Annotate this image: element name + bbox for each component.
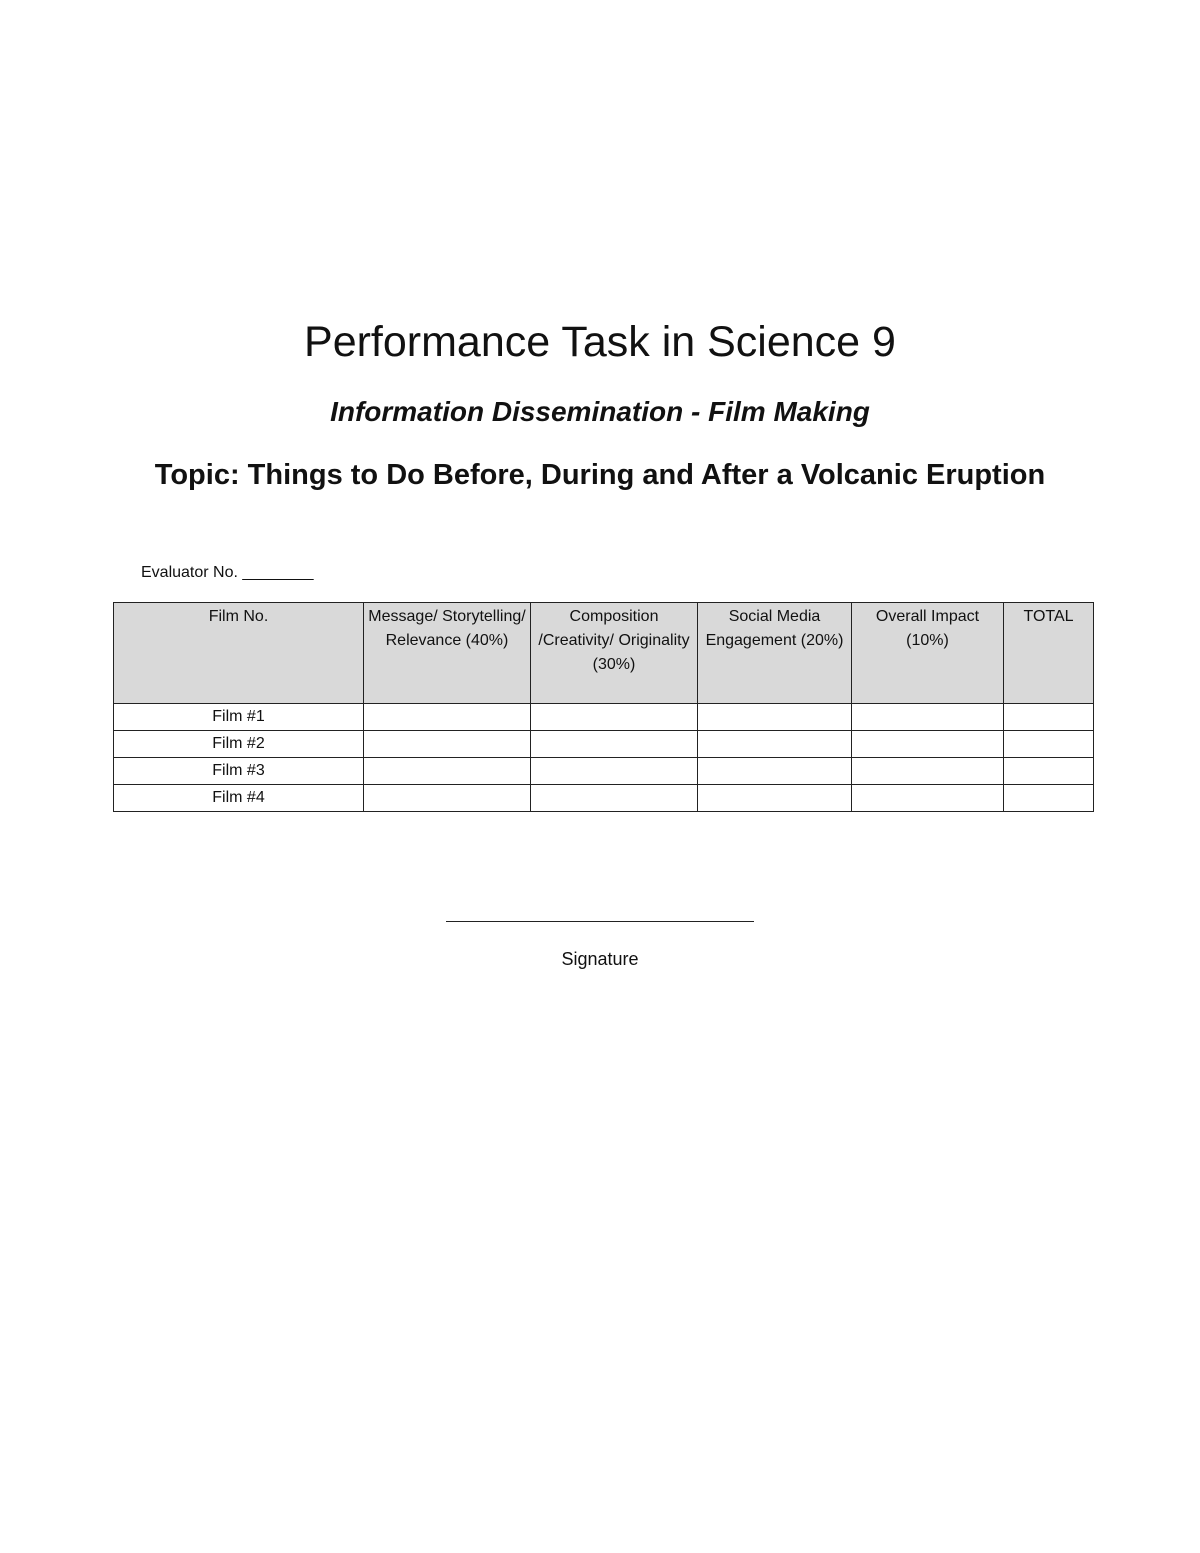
page-subtitle: Information Dissemination - Film Making [330,396,870,427]
table-row [114,704,1094,731]
score-cell [698,758,852,785]
score-cell [531,785,698,812]
score-cell [698,731,852,758]
header-total: TOTAL [1004,603,1094,704]
signature-label: Signature [561,949,639,969]
total-cell [1004,785,1094,812]
score-cell [364,731,531,758]
header-overall-impact: Overall Impact (10%) [852,603,1004,704]
score-cell [852,758,1004,785]
score-cell [364,758,531,785]
score-cell [531,758,698,785]
topic-heading: Topic: Things to Do Before, During and After a Volcanic Eruption [154,459,1046,491]
score-cell [852,704,1004,731]
rubric-table [113,602,1094,812]
total-cell [1004,704,1094,731]
rubric-header-row [114,603,1094,704]
total-cell [1004,731,1094,758]
score-cell [364,785,531,812]
table-row [114,731,1094,758]
score-cell [698,704,852,731]
film-label-cell: Film #1 [114,704,364,731]
header-social-media: Social Media Engagement (20%) [698,603,852,704]
header-film-no: Film No. [114,603,364,704]
total-cell [1004,758,1094,785]
score-cell [852,731,1004,758]
film-label-cell: Film #4 [114,785,364,812]
score-cell [531,704,698,731]
page-title: Performance Task in Science 9 [304,318,896,366]
table-row [114,785,1094,812]
score-cell [852,785,1004,812]
signature-line [446,921,754,922]
film-label-cell: Film #3 [114,758,364,785]
header-message: Message/ Storytelling/ Relevance (40%) [364,603,531,704]
header-composition: Composition /Creativity/ Originality (30%) [531,603,698,704]
score-cell [698,785,852,812]
table-row [114,758,1094,785]
film-label-cell: Film #2 [114,731,364,758]
evaluator-number-field: Evaluator No. ________ [141,564,314,581]
score-cell [364,704,531,731]
score-cell [531,731,698,758]
